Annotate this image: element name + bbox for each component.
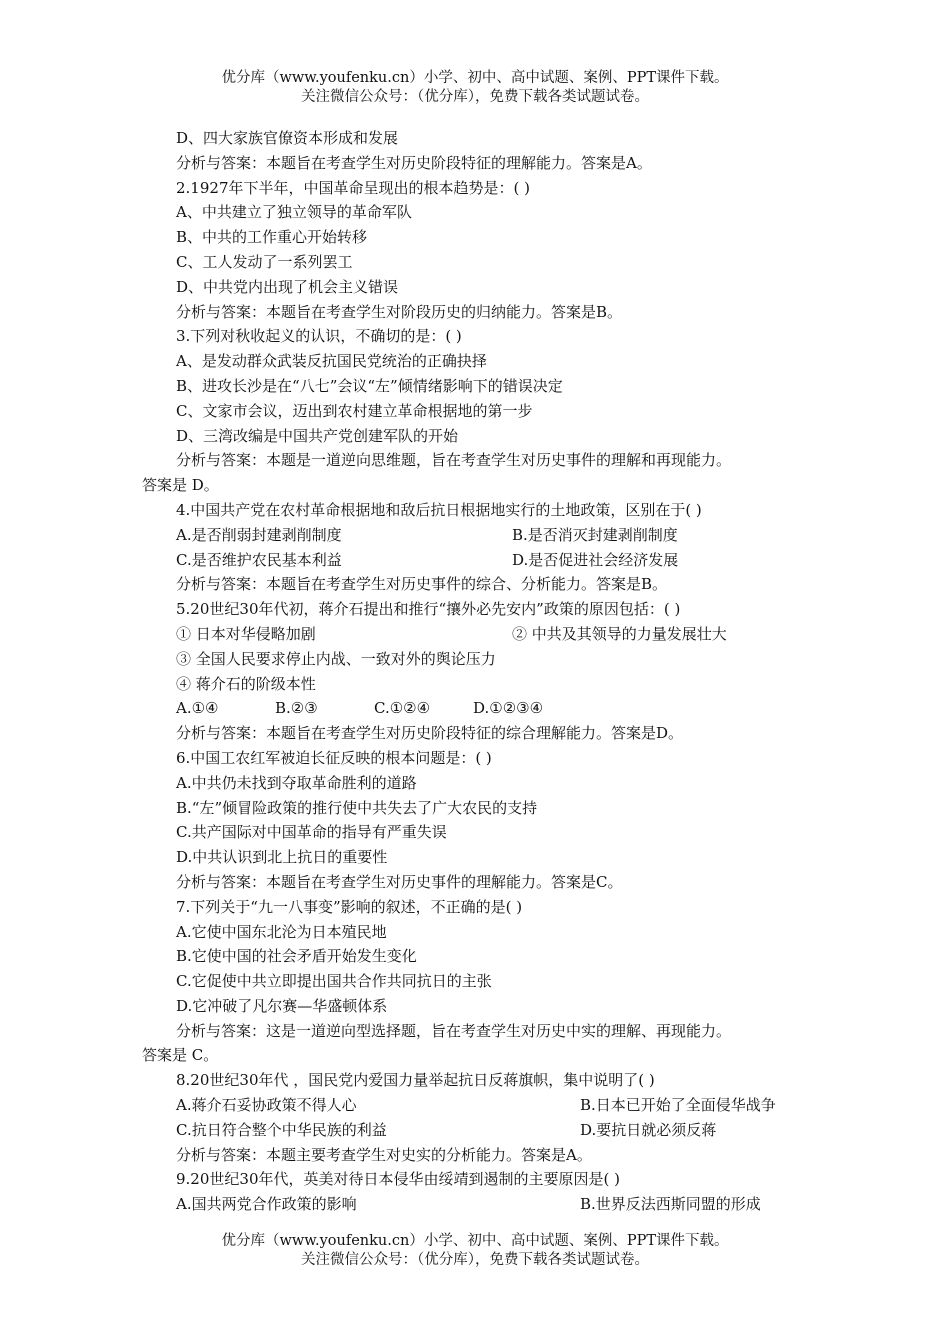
q2-option-b: B、中共的工作重心开始转移 (176, 228, 368, 247)
q9-option-b: B.世界反法西斯同盟的形成 (580, 1195, 761, 1214)
q9-options-row-1 (142, 1192, 822, 1217)
q5-option-c: C.①②④ (374, 699, 431, 718)
q4-options-row-2 (142, 548, 822, 573)
q5-item-1: ① 日本对华侵略加剧 (176, 624, 316, 643)
header-line-1: 优分库（www.youfenku.cn）小学、初中、高中试题、案例、PPT课件下载。 (221, 70, 729, 86)
question-3: 3.下列对秋收起义的认识，不确切的是：( ) (176, 327, 462, 346)
q5-answer: 分析与答案：本题旨在考查学生对历史阶段特征的综合理解能力。答案是D。 (176, 724, 684, 743)
header-line-2: 关注微信公众号：（优分库），免费下载各类试题试卷。 (301, 89, 649, 105)
q7-option-a: A.它使中国东北沦为日本殖民地 (176, 922, 387, 941)
q8-options-row-2 (142, 1118, 822, 1143)
question-4: 4.中国共产党在农村革命根据地和敌后抗日根据地实行的土地政策，区别在于( ) (176, 500, 702, 519)
footer-line-1: 优分库（www.youfenku.cn）小学、初中、高中试题、案例、PPT课件下载。 (221, 1233, 729, 1249)
question-9: 9.20世纪30年代，英美对待日本侵华由绥靖到遏制的主要原因是( ) (176, 1170, 620, 1189)
q6-option-c: C.共产国际对中国革命的指导有严重失误 (176, 823, 447, 842)
q3-option-a: A、是发动群众武装反抗国民党统治的正确抉择 (176, 352, 487, 371)
question-7: 7.下列关于“九一八事变”影响的叙述，不正确的是( ) (176, 897, 523, 916)
q5-option-a: A.①④ (176, 699, 219, 718)
q5-options-row (142, 696, 822, 721)
q4-option-c: C.是否维护农民基本利益 (176, 550, 342, 569)
q5-item-2: ② 中共及其领导的力量发展壮大 (512, 624, 727, 643)
q4-options-row-1 (142, 523, 822, 548)
q2-option-d: D、中共党内出现了机会主义错误 (176, 277, 399, 296)
q8-answer: 分析与答案：本题主要考查学生对史实的分析能力。答案是A。 (176, 1145, 592, 1164)
q8-options-row-1 (142, 1093, 822, 1118)
q8-option-d: D.要抗日就必须反蒋 (580, 1120, 717, 1139)
q7-answer: 分析与答案：这是一道逆向型选择题，旨在考查学生对历史中实的理解、再现能力。 (176, 1021, 732, 1040)
q7-option-c: C.它促使中共立即提出国共合作共同抗日的主张 (176, 972, 492, 991)
q4-option-b: B.是否消灭封建剥削制度 (512, 525, 678, 544)
page-footer (0, 1232, 950, 1270)
q5-item-4: ④ 蒋介石的阶级本性 (176, 674, 316, 693)
q3-option-c: C、文家市会议，迈出到农村建立革命根据地的第一步 (176, 401, 533, 420)
q7-option-b: B.它使中国的社会矛盾开始发生变化 (176, 947, 417, 966)
q5-item-3: ③ 全国人民要求停止内战、一致对外的舆论压力 (176, 649, 496, 668)
question-6: 6.中国工农红军被迫长征反映的根本问题是：( ) (176, 748, 492, 767)
q4-option-d: D.是否促进社会经济发展 (512, 550, 679, 569)
q5-option-d: D.①②③④ (473, 699, 544, 718)
q4-option-a: A.是否削弱封建剥削制度 (176, 525, 342, 544)
question-2: 2.1927年下半年，中国革命呈现出的根本趋势是：( ) (176, 178, 530, 197)
footer-line-2: 关注微信公众号：（优分库），免费下载各类试题试卷。 (301, 1252, 649, 1268)
q3-answer: 分析与答案：本题是一道逆向思维题，旨在考查学生对历史事件的理解和再现能力。 (176, 451, 732, 470)
q8-option-c: C.抗日符合整个中华民族的利益 (176, 1120, 387, 1139)
q2-option-a: A、中共建立了独立领导的革命军队 (176, 203, 412, 222)
q7-option-d: D.它冲破了凡尔赛—华盛顿体系 (176, 996, 388, 1015)
q5-items-row (142, 622, 822, 647)
q2-answer: 分析与答案：本题旨在考查学生对阶段历史的归纳能力。答案是B。 (176, 302, 623, 321)
q4-answer: 分析与答案：本题旨在考查学生对历史事件的综合、分析能力。答案是B。 (176, 575, 668, 594)
q6-option-d: D.中共认识到北上抗日的重要性 (176, 848, 388, 867)
q9-option-a: A.国共两党合作政策的影响 (176, 1195, 357, 1214)
q6-answer: 分析与答案：本题旨在考查学生对历史事件的理解能力。答案是C。 (176, 872, 623, 891)
q3-answer-cont: 答案是 D。 (142, 476, 219, 495)
q8-option-a: A.蒋介石妥协政策不得人心 (176, 1096, 357, 1115)
q3-option-d: D、三湾改编是中国共产党创建军队的开始 (176, 426, 459, 445)
q5-option-b: B.②③ (275, 699, 318, 718)
question-8: 8.20世纪30年代 ，国民党内爱国力量举起抗日反蒋旗帜，集中说明了( ) (176, 1071, 655, 1090)
question-5: 5.20世纪30年代初，蒋介石提出和推行“攘外必先安内”政策的原因包括：( ) (176, 600, 681, 619)
answer-line: 分析与答案：本题旨在考查学生对历史阶段特征的理解能力。答案是A。 (176, 153, 652, 172)
option-line: D、四大家族官僚资本形成和发展 (176, 129, 399, 147)
q7-answer-cont: 答案是 C。 (142, 1046, 219, 1065)
q6-option-b: B.“左”倾冒险政策的推行使中共失去了广大农民的支持 (176, 798, 538, 817)
q6-option-a: A.中共仍未找到夺取革命胜利的道路 (176, 773, 417, 792)
document-body (142, 126, 822, 1217)
page-header (0, 69, 950, 107)
q2-option-c: C、工人发动了一系列罢工 (176, 252, 353, 271)
q8-option-b: B.日本已开始了全面侵华战争 (580, 1096, 776, 1115)
q3-option-b: B、进攻长沙是在“八七”会议“左”倾情绪影响下的错误决定 (176, 376, 563, 395)
